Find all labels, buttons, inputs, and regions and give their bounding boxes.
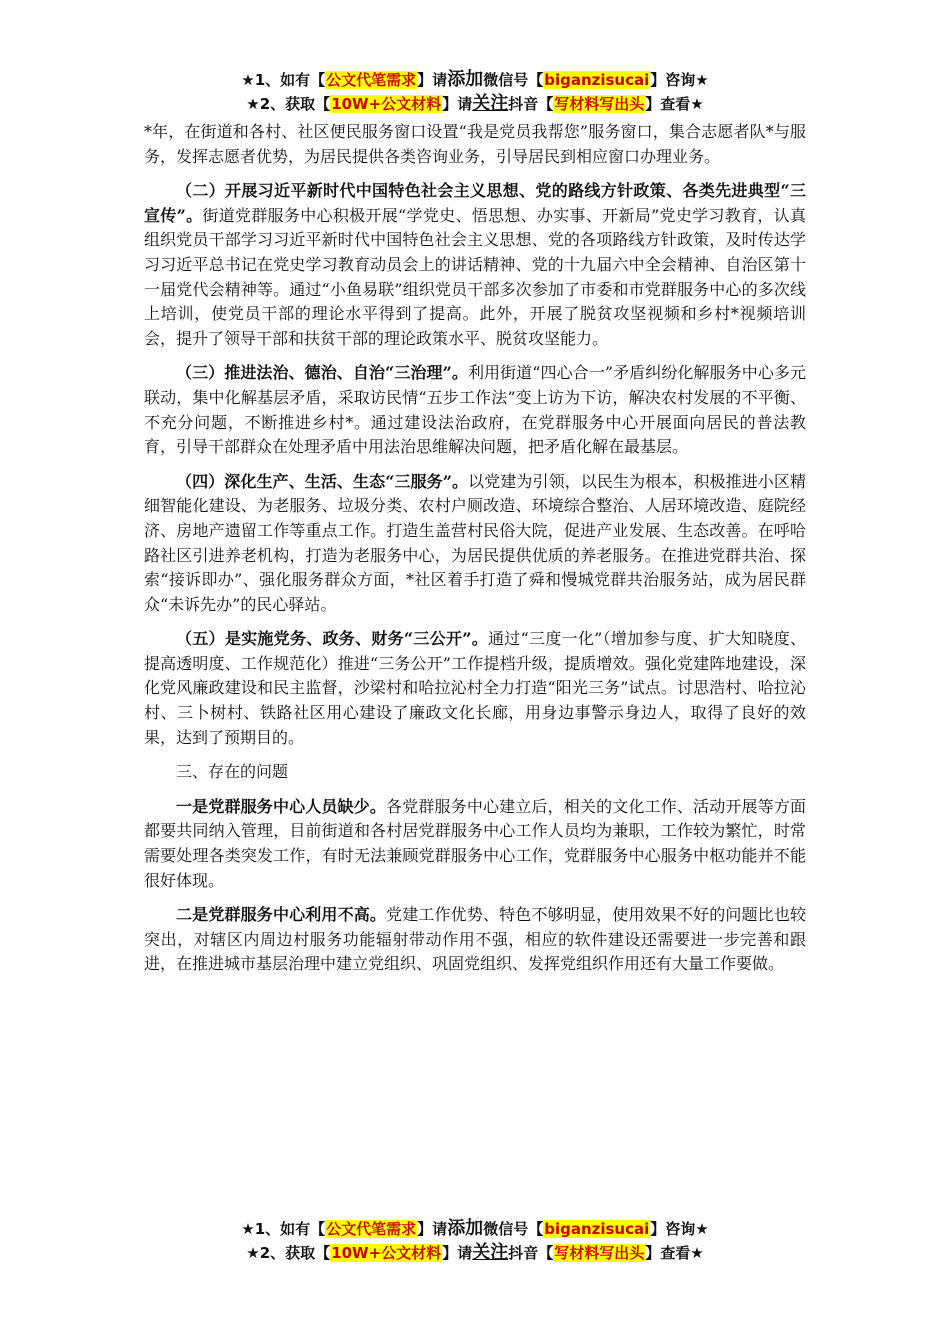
paragraph-heading: （四）深化生产、生活、生态“三服务”。 [176, 471, 469, 491]
promo-line-2: ★2、获取【10W+公文材料】请关注抖音【写材料写出头】查看★ [246, 1242, 704, 1263]
highlight-wechat-id: biganzisucai [544, 71, 650, 89]
paragraph-problem-1: 一是党群服务中心人员缺少。各党群服务中心建立后，相关的文化工作、活动开展等方面都要共同纳入管理，目前街道和各村居党群服务中心工作人员均为兼职，工作较为繁忙，时常需要处理各类突发工作，有时无法兼顾党群服务中心工作，党群服务中心服务中枢功能并不能很好体现。 [144, 796, 806, 890]
section-heading-problems: 三、存在的问题 [176, 762, 289, 782]
document-body [144, 120, 806, 987]
highlight-douyin-id: 写材料写出头 [554, 1244, 645, 1262]
paragraph-0: *年，在街道和各村、社区便民服务窗口设置“我是党员我帮您”服务窗口，集合志愿者队*与服务，发挥志愿者优势，为居民提供各类咨询业务，引导居民到相应窗口办理业务。 [144, 122, 806, 166]
paragraph-heading: 一是党群服务中心人员缺少。 [176, 796, 387, 816]
paragraph-heading: （五）是实施党务、政务、财务“三公开”。 [176, 629, 489, 649]
paragraph-problem-2: 二是党群服务中心利用不高。党建工作优势、特色不够明显，使用效果不好的问题比也较突出，对辖区内周边村服务功能辐射带动作用不强，相应的软件建设还需要进一步完善和跟进，在推进城市基层治理中建立党组织、巩固党组织、发挥党组织作用还有大量工作要做。 [144, 905, 806, 974]
paragraph-heading: 二是党群服务中心利用不高。 [176, 905, 387, 925]
highlight-wechat-id: biganzisucai [544, 1220, 650, 1238]
highlight-materials: 10W+公文材料 [331, 1244, 442, 1262]
paragraph-heading: （三）推进法治、德治、自治“三治理”。 [176, 363, 468, 383]
highlight-materials: 10W+公文材料 [331, 95, 442, 113]
paragraph-heading: （二）开展习近平新时代中国特色社会主义思想、党的路线方针政策、各类先进典型“三宣传”。 [144, 181, 806, 225]
highlight-service: 公文代笔需求 [326, 71, 417, 89]
paragraph-three-services: （四）深化生产、生活、生态“三服务”。以党建为引领，以民生为根本，积极推进小区精细智能化建设、为老服务、垃圾分类、农村户厕改造、环境综合整治、人居环境改造、庭院经济、房地产遗留工作等重点工作。打造生盖营村民俗大院，促进产业发展、生态改善。在呼哈路社区引进养老机构，打造为老服务中心，为居民提供优质的养老服务。在推进党群共治、探索“接诉即办”、强化服务群众方面，*社区着手打造了舜和慢城党群共治服务站，成为居民群众“未诉先办”的民心驿站。 [144, 471, 806, 614]
highlight-service: 公文代笔需求 [326, 1220, 417, 1238]
promo-banner-top [0, 68, 950, 116]
highlight-douyin-id: 写材料写出头 [554, 95, 645, 113]
promo-banner-bottom [0, 1217, 950, 1265]
paragraph-three-openness: （五）是实施党务、政务、财务“三公开”。通过“三度一化”（增加参与度、扩大知晓度、提高透明度、工作规范化）推进“三务公开”工作提档升级，提质增效。强化党建阵地建设，深化党风廉政建设和民主监督，沙梁村和哈拉沁村全力打造“阳光三务”试点。讨思浩村、哈拉沁村、三卜树村、铁路社区用心建设了廉政文化长廊，用身边事警示身边人，取得了良好的效果，达到了预期目的。 [144, 629, 806, 747]
paragraph-three-propaganda: （二）开展习近平新时代中国特色社会主义思想、党的路线方针政策、各类先进典型“三宣传”。街道党群服务中心积极开展“学党史、悟思想、办实事、开新局”党史学习教育，认真组织党员干部学习习近平新时代中国特色社会主义思想、党的各项路线方针政策，及时传达学习习近平总书记在党史学习教育动员会上的讲话精神、党的十九届六中全会精神、自治区第十一届党代会精神等。通过“小鱼易联”组织党员干部多次参加了市委和市党群服务中心的多次线上培训，使党员干部的理论水平得到了提高。此外，开展了脱贫攻坚视频和乡村*视频培训会，提升了领导干部和扶贫干部的理论政策水平、脱贫攻坚能力。 [144, 181, 806, 348]
promo-line-1: ★1、如有【公文代笔需求】请添加微信号【biganzisucai】咨询★ [241, 69, 709, 90]
promo-line-2: ★2、获取【10W+公文材料】请关注抖音【写材料写出头】查看★ [246, 93, 704, 114]
paragraph-three-governance: （三）推进法治、德治、自治“三治理”。利用街道“四心合一”矛盾纠纷化解服务中心多元联动，集中化解基层矛盾，采取访民情“五步工作法”变上访为下访，解决农村发展的不平衡、不充分问题，不断推进乡村*。通过建设法治政府，在党群服务中心开展面向居民的普法教育，引导干部群众在处理矛盾中用法治思维解决问题，把矛盾化解在最基层。 [144, 363, 806, 457]
promo-line-1: ★1、如有【公文代笔需求】请添加微信号【biganzisucai】咨询★ [241, 1218, 709, 1239]
